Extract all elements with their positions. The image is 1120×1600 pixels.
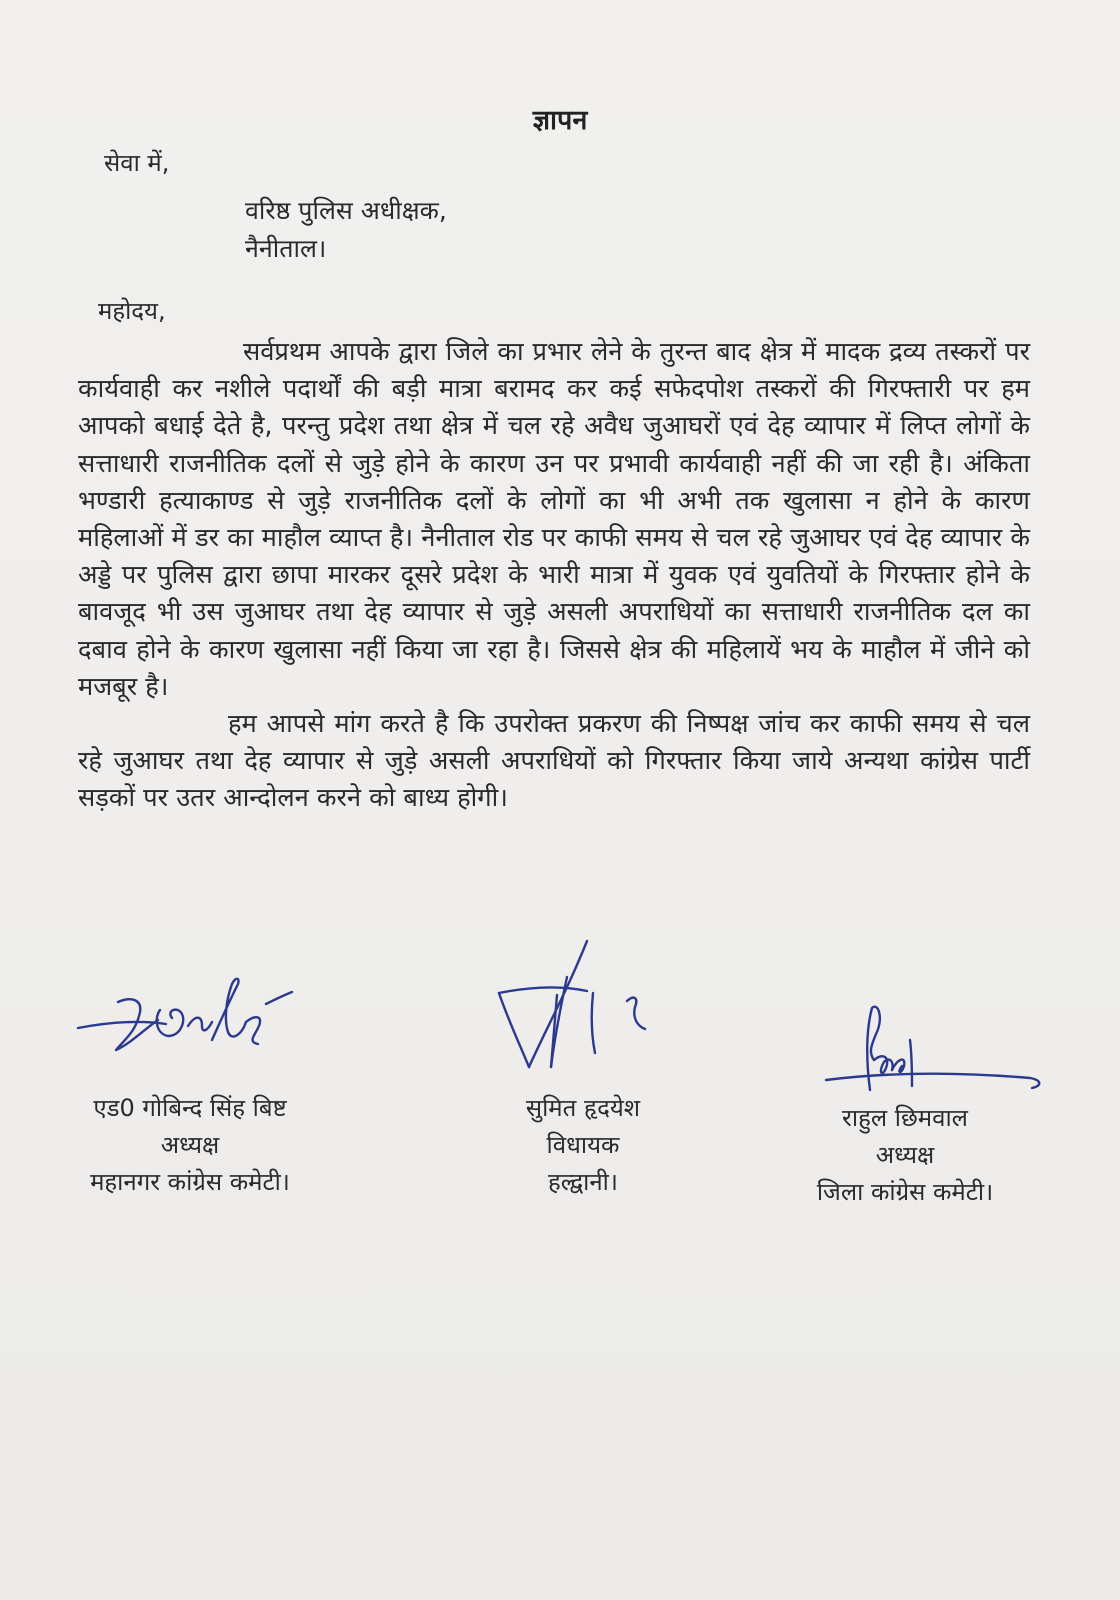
signatory-1-organization: महानगर कांग्रेस कमेटी। — [90, 1168, 290, 1196]
signatory-2-organization: हल्द्वानी। — [548, 1168, 618, 1196]
greeting: महोदय, — [98, 297, 166, 325]
signatory-3 — [780, 1100, 1030, 1211]
signatory-3-organization: जिला कांग्रेस कमेटी। — [816, 1178, 994, 1206]
salutation: सेवा में, — [104, 149, 170, 177]
signatory-2-designation: विधायक — [546, 1131, 620, 1159]
signatory-2-name: सुमित हृदयेश — [525, 1094, 641, 1122]
addressee-block — [245, 192, 447, 268]
letter-body — [78, 334, 1030, 818]
addressee-designation: वरिष्ठ पुलिस अधीक्षक, — [245, 196, 447, 225]
signature-gobind-singh-bisht — [70, 970, 300, 1080]
signatory-1 — [55, 1090, 325, 1201]
signatory-1-designation: अध्यक्ष — [160, 1131, 220, 1159]
signatory-1-name: एड0 गोबिन्द सिंह बिष्ट — [93, 1094, 287, 1122]
body-paragraph-2: हम आपसे मांग करते है कि उपरोक्त प्रकरण की निष्पक्ष जांच कर काफी समय से चल रहे जुआघर तथा देह व्यापार से जुड़े असली अपराधियों को गिरफ्तार किया जाये अन्यथा कांग्रेस पार्टी सड़कों पर उतर आन्दोलन करने को बाध्य होगी। — [78, 709, 1030, 814]
signatory-2 — [488, 1090, 678, 1201]
addressee-location: नैनीताल। — [245, 234, 327, 263]
body-paragraph-1: सर्वप्रथम आपके द्वारा जिले का प्रभार लेने के तुरन्त बाद क्षेत्र में मादक द्रव्य तस्करों पर कार्यवाही कर नशीले पदार्थों की बड़ी मात्रा बरामद कर कई सफेदपोश तस्करों की गिरफ्तारी पर हम आपको बधाई देते है, परन्तु प्रदेश तथा क्षेत्र में चल रहे अवैध जुआघरों एवं देह व्यापार में लिप्त लोगों के सत्ताधारी राजनीतिक दलों से जुड़े होने के कारण उन पर प्रभावी कार्यवाही नहीं की जा रही है। अंकिता भण्डारी हत्याकाण्ड से जुड़े राजनीतिक दलों के लोगों का भी अभी तक खुलासा न होने के कारण महिलाओं में डर का माहौल व्याप्त है। नैनीताल रोड पर काफी समय से चल रहे जुआघर एवं देह व्यापार के अड्डे पर पुलिस द्वारा छापा मारकर दूसरे प्रदेश के भारी मात्रा में युवक एवं युवतियों के गिरफ्तार होने के बावजूद भी उस जुआघर तथा देह व्यापार से जुड़े असली अपराधियों का सत्ताधारी राजनीतिक दल का दबाव होने के कारण खुलासा नहीं किया जा रहा है। जिससे क्षेत्र की महिलायें भय के माहौल में जीने को मजबूर है। — [78, 337, 1030, 702]
signatory-3-designation: अध्यक्ष — [875, 1141, 935, 1169]
signatory-3-name: राहुल छिमवाल — [842, 1104, 968, 1132]
signature-sumit-hridayesh — [495, 935, 665, 1085]
document-title: ज्ञापन — [532, 105, 588, 136]
signature-rahul-chhimwal — [820, 1000, 1060, 1110]
